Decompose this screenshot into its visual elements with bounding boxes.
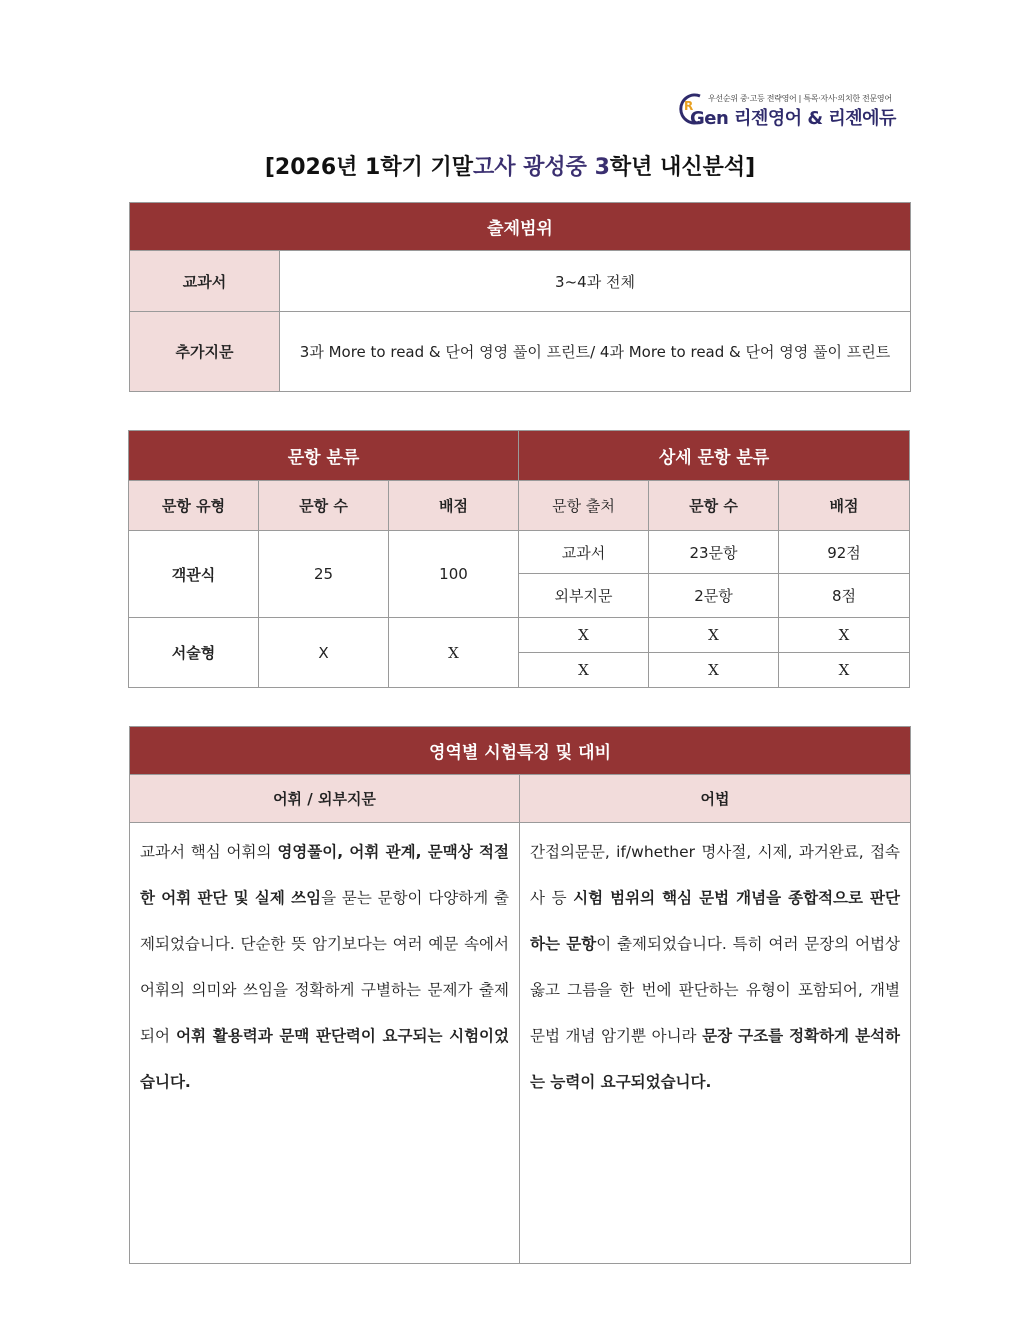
grammar-text-segment: 간접의문문, if/whether 명사절, 시제, 과거완료, 접속사 등 bbox=[530, 843, 901, 907]
scope-table bbox=[129, 202, 911, 392]
col-source: 문항 출처 bbox=[519, 481, 649, 531]
vocab-description bbox=[130, 823, 520, 1264]
logo-amp: & bbox=[807, 108, 823, 129]
col-type: 문항 유형 bbox=[129, 481, 259, 531]
scope-label-textbook: 교과서 bbox=[130, 251, 280, 312]
scope-value-extra: 3과 More to read & 단어 영영 풀이 프린트/ 4과 More to read & 단어 영영 풀이 프린트 bbox=[280, 312, 911, 392]
features-table bbox=[129, 726, 911, 1264]
title-part1: [2026년 1학기 기말 bbox=[264, 155, 474, 180]
objective-detail-count: 2문항 bbox=[649, 574, 779, 618]
vocab-text-segment: 어휘 활용력과 문맥 판단력이 요구되는 시험이었습니다. bbox=[140, 1027, 509, 1091]
objective-detail-source: 교과서 bbox=[519, 531, 649, 574]
classification-left-header: 문항 분류 bbox=[129, 431, 519, 481]
col-count: 문항 수 bbox=[259, 481, 389, 531]
objective-type: 객관식 bbox=[129, 531, 259, 618]
essay-detail-score: X bbox=[779, 653, 910, 688]
essay-count: X bbox=[259, 618, 389, 688]
logo-brand-b: 리젠에듀 bbox=[828, 108, 896, 129]
scope-value-textbook: 3~4과 전체 bbox=[280, 251, 911, 312]
classification-table bbox=[128, 430, 910, 688]
brand-logo bbox=[676, 90, 908, 130]
essay-detail-score: X bbox=[779, 618, 910, 653]
col-detail-count: 문항 수 bbox=[649, 481, 779, 531]
col-detail-score: 배점 bbox=[779, 481, 910, 531]
grammar-text-segment: 이 출제되었습니다. 특히 여러 문장의 어법상 옳고 그름을 한 번에 판단하는 유형이 포함되어, 개별 문법 개념 암기뿐 아니라 bbox=[530, 935, 901, 1045]
objective-detail-count: 23문항 bbox=[649, 531, 779, 574]
title-part2: 고사 광성중 3 bbox=[473, 155, 610, 180]
scope-label-extra: 추가지문 bbox=[130, 312, 280, 392]
vocab-text-segment: 교과서 핵심 어휘의 bbox=[140, 843, 278, 861]
scope-header: 출제범위 bbox=[130, 203, 911, 251]
logo-brand-a: Gen 리젠영어 bbox=[690, 108, 802, 129]
essay-detail-count: X bbox=[649, 653, 779, 688]
essay-detail-source: X bbox=[519, 618, 649, 653]
page-title bbox=[0, 150, 1020, 181]
grammar-text-segment: 시험 범위의 핵심 문법 개념을 종합적으로 판단하는 문항 bbox=[530, 889, 901, 953]
objective-count: 25 bbox=[259, 531, 389, 618]
classification-right-header: 상세 문항 분류 bbox=[519, 431, 910, 481]
essay-detail-count: X bbox=[649, 618, 779, 653]
essay-detail-source: X bbox=[519, 653, 649, 688]
objective-score: 100 bbox=[389, 531, 519, 618]
grammar-description bbox=[520, 823, 911, 1264]
vocab-text-segment: 영영풀이, 어휘 관계, 문맥상 적절한 어휘 판단 및 실제 쓰임 bbox=[140, 843, 509, 907]
logo-tagline: 우선순위 중·고등 전략영어 | 특목·자사·의치한 전문영어 bbox=[708, 94, 892, 103]
features-header: 영역별 시험특징 및 대비 bbox=[130, 727, 911, 775]
essay-type: 서술형 bbox=[129, 618, 259, 688]
logo-brand bbox=[690, 104, 896, 130]
title-part3: 학년 내신분석] bbox=[609, 155, 756, 180]
svg-text:R: R bbox=[684, 99, 694, 113]
objective-detail-source: 외부지문 bbox=[519, 574, 649, 618]
features-left-title: 어휘 / 외부지문 bbox=[130, 775, 520, 823]
grammar-text-segment: 문장 구조를 정확하게 분석하는 능력이 요구되었습니다. bbox=[530, 1027, 900, 1091]
objective-detail-score: 92점 bbox=[779, 531, 910, 574]
col-score: 배점 bbox=[389, 481, 519, 531]
objective-detail-score: 8점 bbox=[779, 574, 910, 618]
vocab-text-segment: 을 묻는 문항이 다양하게 출제되었습니다. 단순한 뜻 암기보다는 여러 예문 속에서 어휘의 의미와 쓰임을 정확하게 구별하는 문제가 출제되어 bbox=[140, 889, 509, 1045]
essay-score: X bbox=[389, 618, 519, 688]
features-right-title: 어법 bbox=[520, 775, 911, 823]
